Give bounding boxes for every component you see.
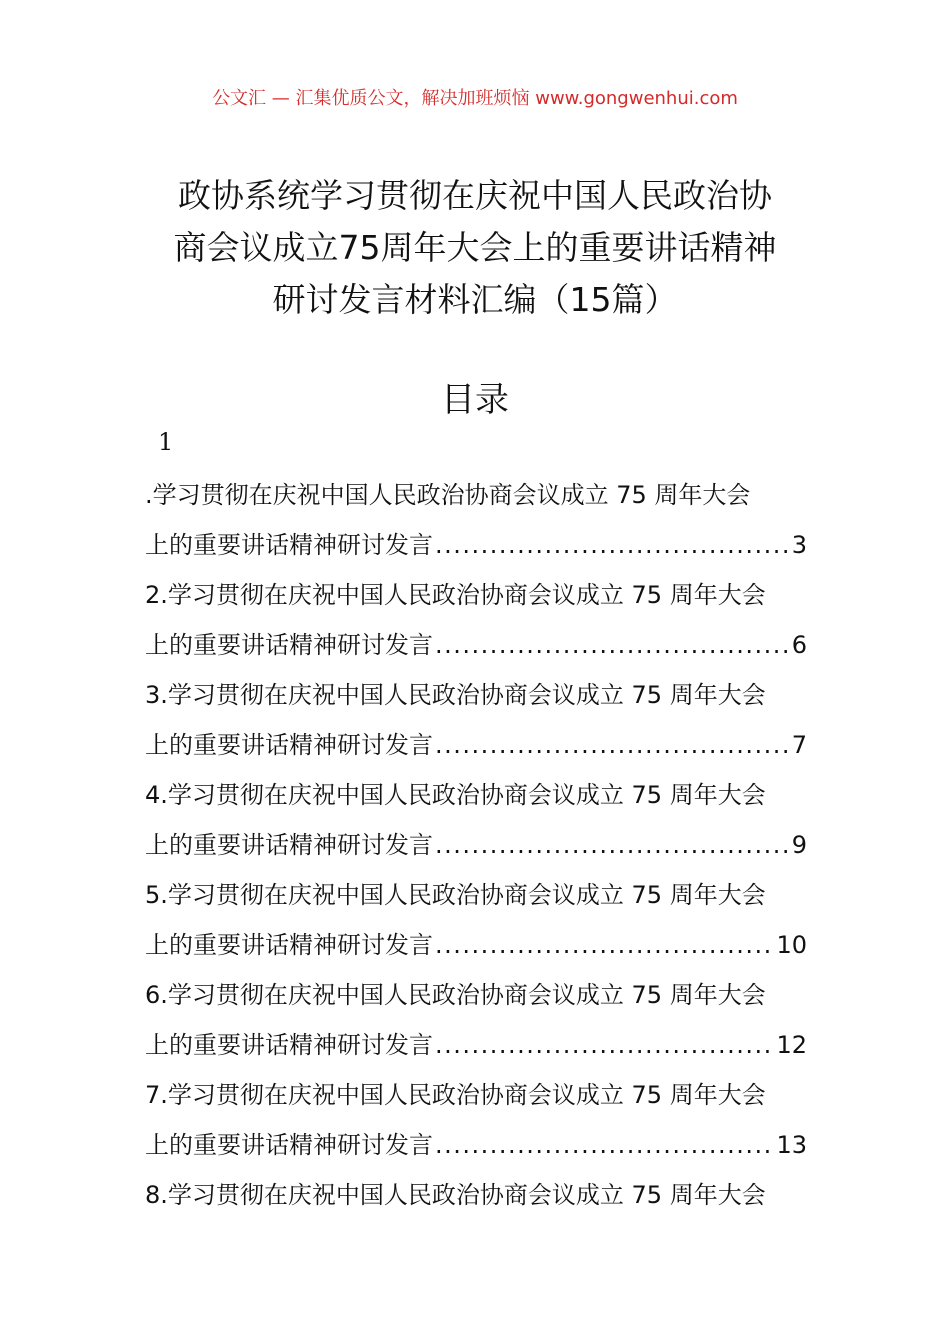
toc-entry-title: 6.学习贯彻在庆祝中国人民政治协商会议成立 75 周年大会 xyxy=(145,981,766,1009)
toc-entry-2[interactable] xyxy=(145,570,807,670)
toc-leader-dots xyxy=(435,520,790,570)
toc-entry-subtitle: 上的重要讲话精神研讨发言 xyxy=(145,1131,433,1159)
toc-entry-6[interactable] xyxy=(145,970,807,1070)
toc-entry-subtitle: 上的重要讲话精神研讨发言 xyxy=(145,631,433,659)
toc-page-number: 9 xyxy=(791,831,807,859)
watermark-header: 公文汇 — 汇集优质公文，解决加班烦恼 www.gongwenhui.com xyxy=(212,88,738,109)
toc-entry-7[interactable] xyxy=(145,1070,807,1170)
toc-leader-dots xyxy=(435,1020,774,1070)
toc-entry-subtitle: 上的重要讲话精神研讨发言 xyxy=(145,731,433,759)
toc-page-number: 3 xyxy=(791,531,807,559)
toc-entry-3[interactable] xyxy=(145,670,807,770)
toc-leader-dots xyxy=(435,620,790,670)
toc-page-number: 7 xyxy=(791,731,807,759)
toc-entry-subtitle: 上的重要讲话精神研讨发言 xyxy=(145,531,433,559)
toc-entry-subtitle-row xyxy=(145,1020,807,1070)
toc-leader-dots xyxy=(435,720,790,770)
toc-entry-title: 5.学习贯彻在庆祝中国人民政治协商会议成立 75 周年大会 xyxy=(145,881,766,909)
toc-entry-4[interactable] xyxy=(145,770,807,870)
toc-entry-title: 4.学习贯彻在庆祝中国人民政治协商会议成立 75 周年大会 xyxy=(145,781,766,809)
toc-page-number: 10 xyxy=(776,931,807,959)
toc-entry-title: 3.学习贯彻在庆祝中国人民政治协商会议成立 75 周年大会 xyxy=(145,681,766,709)
title-line-1: 政协系统学习贯彻在庆祝中国人民政治协 xyxy=(178,176,772,215)
toc-entry-subtitle: 上的重要讲话精神研讨发言 xyxy=(145,931,433,959)
toc-entry-subtitle-row xyxy=(145,920,807,970)
toc-leader-dots xyxy=(435,820,790,870)
toc-entry-title: 2.学习贯彻在庆祝中国人民政治协商会议成立 75 周年大会 xyxy=(145,581,766,609)
toc-leader-dots xyxy=(435,920,774,970)
toc-leader-dots xyxy=(435,1120,774,1170)
toc-entry-subtitle-row xyxy=(145,720,807,770)
toc-page-number: 12 xyxy=(776,1031,807,1059)
table-of-contents xyxy=(145,470,807,1220)
toc-entry-subtitle-row xyxy=(145,1120,807,1170)
toc-entry-1[interactable] xyxy=(145,470,807,570)
toc-entry-title: 8.学习贯彻在庆祝中国人民政治协商会议成立 75 周年大会 xyxy=(145,1181,766,1209)
title-line-2: 商会议成立75周年大会上的重要讲话精神 xyxy=(173,228,777,267)
toc-entry-subtitle: 上的重要讲话精神研讨发言 xyxy=(145,831,433,859)
toc-page-number: 6 xyxy=(791,631,807,659)
document-title xyxy=(110,170,840,326)
toc-entry-subtitle-row xyxy=(145,820,807,870)
toc-page-number: 13 xyxy=(776,1131,807,1159)
title-line-3: 研讨发言材料汇编（15篇） xyxy=(272,280,678,319)
toc-leading-number: 1 xyxy=(158,428,174,456)
toc-entry-8[interactable] xyxy=(145,1170,807,1220)
toc-entry-subtitle: 上的重要讲话精神研讨发言 xyxy=(145,1031,433,1059)
toc-heading: 目录 xyxy=(441,380,509,420)
toc-entry-subtitle-row xyxy=(145,520,807,570)
toc-entry-5[interactable] xyxy=(145,870,807,970)
toc-entry-subtitle-row xyxy=(145,620,807,670)
toc-entry-title: 7.学习贯彻在庆祝中国人民政治协商会议成立 75 周年大会 xyxy=(145,1081,766,1109)
toc-entry-title: .学习贯彻在庆祝中国人民政治协商会议成立 75 周年大会 xyxy=(145,481,751,509)
